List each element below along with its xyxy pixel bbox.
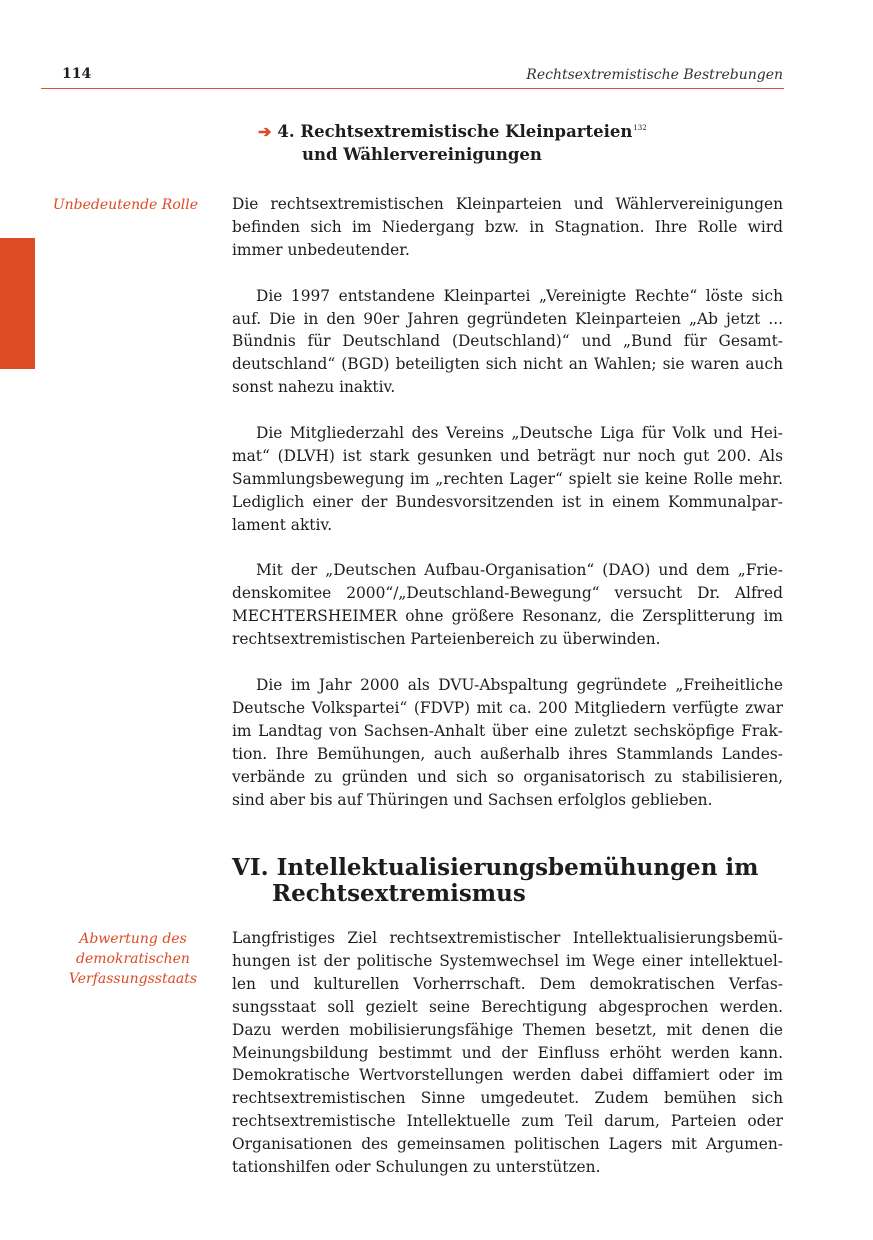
subsection-heading bbox=[258, 117, 647, 166]
paragraph: Die 1997 entstandene Kleinpartei „Vereinigte Rechte“ löste sich auf. Die in den 90er Jahren gegründeten Kleinparteien „Ab jetzt ... Bündnis für Deutschland (Deutschland)“ und „Bund für Gesamtdeutschland“ (BGD) beteiligten sich nicht an Wahlen; sie waren auch sonst nahezu inaktiv. bbox=[232, 286, 783, 397]
chapter-thumb-tab bbox=[0, 238, 35, 369]
paragraph: Mit der „Deutschen Aufbau-Organisation“ (DAO) und dem „Friedenskomitee 2000“/„Deutschland-Bewegung“ versucht Dr. Alfred MECHTERSHEIMER ohne größere Resonanz, die Zersplitterung im rechtsextremistischen Parteienbereich zu überwinden. bbox=[232, 561, 783, 649]
paragraph: Die rechtsextremistischen Kleinparteien und Wählervereinigungen befinden sich im Niedergang bzw. in Stagnation. Ihre Rolle wird immer unbedeutender. bbox=[232, 195, 783, 259]
page-number: 114 bbox=[62, 66, 92, 82]
subsection-heading-line1: 4. Rechtsextremistische Kleinparteien bbox=[277, 122, 633, 141]
section-heading bbox=[232, 855, 759, 907]
running-title: Rechtsextremistische Bestrebungen bbox=[526, 67, 783, 83]
arrow-right-icon: ➔ bbox=[258, 122, 272, 141]
section-body-intellektualisierung bbox=[232, 927, 783, 1179]
paragraph: Die Mitgliederzahl des Vereins „Deutsche Liga für Volk und Heimat“ (DLVH) ist stark gesunken und beträgt nur noch gut 200. Als Sammlungsbewegung im „rechten Lager“ spielt sie keine Rolle mehr. Lediglich einer der Bundesvorsitzenden ist in einem Kommunalparlament aktiv. bbox=[232, 424, 783, 534]
margin-note-unbedeutende-rolle: Unbedeutende Rolle bbox=[52, 197, 198, 213]
paragraph: Die im Jahr 2000 als DVU-Abspaltung gegründete „Freiheitliche Deutsche Volkspartei“ (FDVP) mit ca. 200 Mitgliedern verfügte zwar im Landtag von Sachsen-Anhalt über eine zuletzt sechsköpfige Fraktion. Ihre Bemühungen, auch außerhalb ihres Stammlands Landesverbände zu gründen und sich so organisatorisch zu stabilisieren, sind aber bis auf Thüringen und Sachsen erfolglos geblieben. bbox=[232, 675, 783, 809]
paragraph: Langfristiges Ziel rechtsextremistischer Intellektualisierungsbemühungen ist der politische Systemwechsel im Wege einer intellektuellen und kulturellen Vorherrschaft. Dem demokratischen Verfassungsstaat soll gezielt seine Berechtigung abgesprochen werden. Dazu werden mobilisierungsfähige Themen besetzt, mit denen die Meinungsbildung bestimmt und der Einfluss erhöht werden kann. Demokratische Wertvorstellungen werden dabei diffamiert oder im rechtsextremistischen Sinne umgedeutet. Zudem bemühen sich rechtsextremistische Intellektuelle zum Teil darum, Parteien oder Organisationen des gemeinsamen politischen Lagers mit Argumentationshilfen oder Schulungen zu unterstützen. bbox=[232, 929, 783, 1177]
header-rule bbox=[41, 88, 784, 89]
footnote-ref[interactable]: 132 bbox=[633, 124, 647, 132]
section-body-kleinparteien bbox=[232, 193, 783, 811]
subsection-heading-line2: und Wählervereinigungen bbox=[302, 145, 542, 164]
margin-note-abwertung: Abwertung des demokratischen Verfassungsstaats bbox=[68, 931, 198, 987]
section-heading-line1: VI. Intellektualisierungsbemühungen im bbox=[232, 854, 759, 881]
section-heading-line2: Rechtsextremismus bbox=[272, 880, 526, 907]
